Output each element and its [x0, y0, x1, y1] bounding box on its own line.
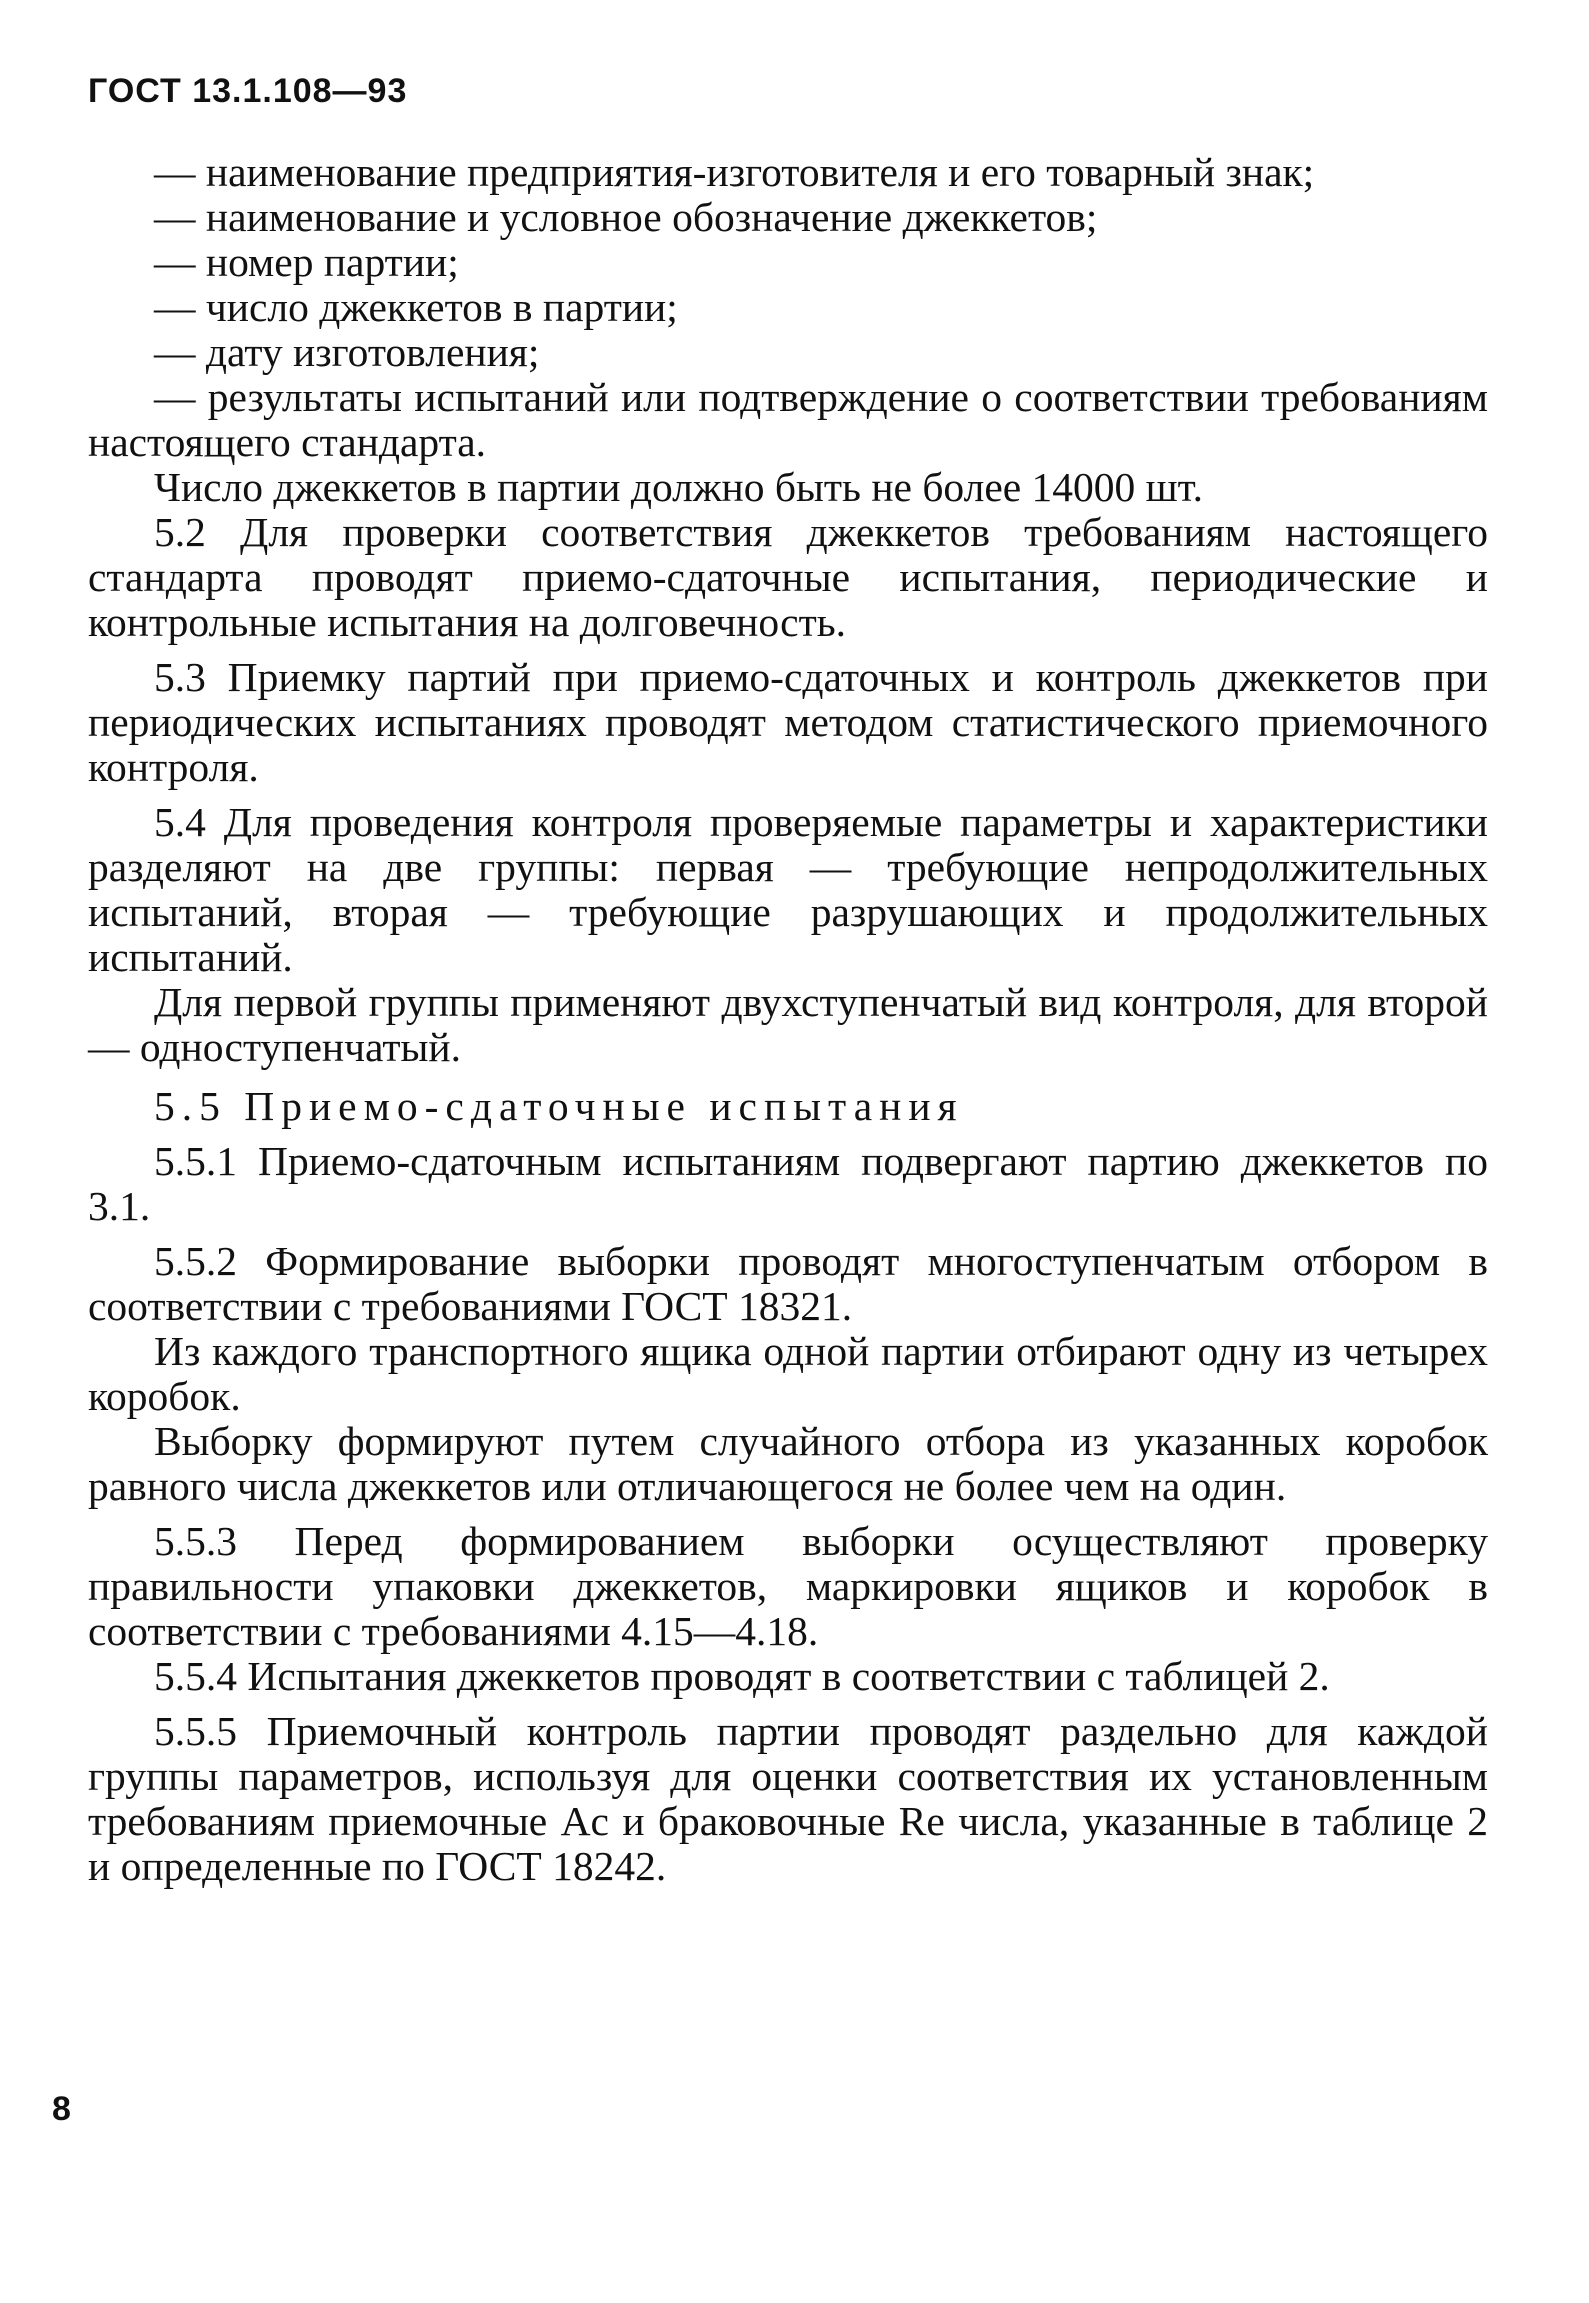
- section-5-2: 5.2 Для проверки соответствия джеккетов требованиям настоящего стандарта проводят приемо-сдаточные испытания, периодические и контрольные испытания на долговечность.: [88, 509, 1488, 645]
- list-item: — наименование предприятия-изготовителя и его товарный знак;: [154, 149, 1315, 195]
- section-5-5-5: 5.5.5 Приемочный контроль партии проводят раздельно для каждой группы параметров, используя для оценки соответствия их установленным требованиям приемочные Ac и браковочные Re числа, указанные в таблице 2 и определенные по ГОСТ 18242.: [88, 1708, 1488, 1889]
- section-5-5-2: 5.5.2 Формирование выборки проводят многоступенчатым отбором в соответствии с требованиями ГОСТ 18321.: [88, 1238, 1488, 1329]
- section-5-4-continuation: Для первой группы применяют двухступенчатый вид контроля, для второй — одноступенчатый.: [88, 979, 1488, 1070]
- list-item: — номер партии;: [154, 239, 459, 285]
- list-item: — наименование и условное обозначение джеккетов;: [154, 194, 1098, 240]
- section-5-3: 5.3 Приемку партий при приемо-сдаточных и контроль джеккетов при периодических испытаниях проводят методом статистического приемочного контроля.: [88, 654, 1488, 790]
- section-5-5-heading: 5.5 Приемо-сдаточные испытания: [154, 1083, 964, 1129]
- section-5-5-3: 5.5.3 Перед формированием выборки осуществляют проверку правильности упаковки джеккетов, маркировки ящиков и коробок в соответствии с требованиями 4.15—4.18.: [88, 1518, 1488, 1654]
- section-5-5-4: 5.5.4 Испытания джеккетов проводят в соответствии с таблицей 2.: [154, 1653, 1330, 1699]
- document-header: ГОСТ 13.1.108—93: [88, 72, 408, 110]
- section-5-4: 5.4 Для проведения контроля проверяемые параметры и характеристики разделяют на две группы: первая — требующие непродолжительных испытаний, вторая — требующие разрушающих и продолжительных испытаний.: [88, 799, 1488, 980]
- section-5-5-2-continuation: Выборку формируют путем случайного отбора из указанных коробок равного числа джеккетов или отличающегося не более чем на один.: [88, 1418, 1488, 1509]
- page-number: 8: [52, 2090, 71, 2128]
- list-item: — число джеккетов в партии;: [154, 284, 678, 330]
- section-5-5-2-continuation: Из каждого транспортного ящика одной партии отбирают одну из четырех коробок.: [88, 1328, 1488, 1419]
- list-item: — результаты испытаний или подтверждение о соответствии требованиям настоящего стандарта.: [88, 374, 1488, 465]
- section-5-5-1: 5.5.1 Приемо-сдаточным испытаниям подвергают партию джеккетов по 3.1.: [88, 1138, 1488, 1229]
- list-item: — дату изготовления;: [154, 329, 540, 375]
- document-body: [88, 150, 1488, 1889]
- paragraph: Число джеккетов в партии должно быть не более 14000 шт.: [154, 464, 1204, 510]
